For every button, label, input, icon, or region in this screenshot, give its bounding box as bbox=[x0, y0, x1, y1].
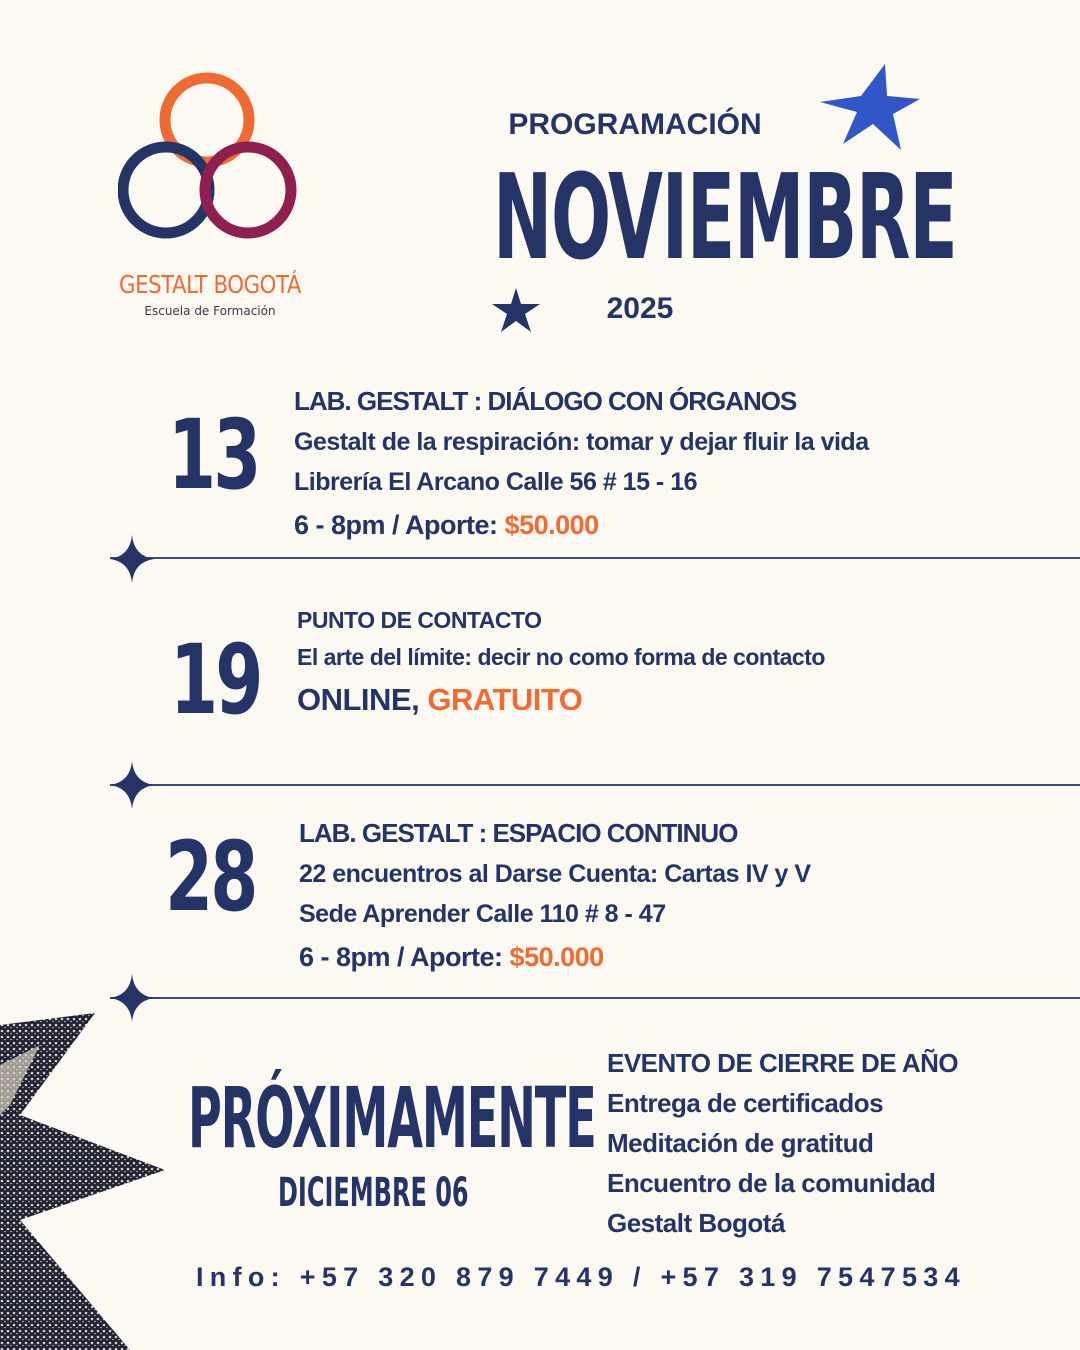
event-schedule bbox=[294, 510, 599, 541]
event-day: 28 bbox=[165, 821, 256, 933]
closing-event-item: Entrega de certificados bbox=[607, 1088, 884, 1118]
event-price: GRATUITO bbox=[427, 682, 583, 717]
event-title: PUNTO DE CONTACTO bbox=[297, 607, 542, 633]
event-schedule-text: 6 - 8pm / Aporte: bbox=[299, 942, 503, 972]
sparkle-icon bbox=[110, 974, 154, 1022]
divider bbox=[110, 557, 1080, 559]
event-price: $50.000 bbox=[509, 942, 604, 972]
month-title: NOVIEMBRE bbox=[493, 148, 957, 286]
event-title: LAB. GESTALT : DIÁLOGO CON ÓRGANOS bbox=[294, 386, 797, 416]
sparkle-icon bbox=[110, 535, 154, 583]
closing-event-item: Encuentro de la comunidad bbox=[607, 1168, 936, 1198]
upcoming-date: DICIEMBRE 06 bbox=[278, 1170, 469, 1216]
event-subtitle: Gestalt de la respiración: tomar y dejar fluir la vida bbox=[294, 428, 869, 456]
closing-event-title: EVENTO DE CIERRE DE AÑO bbox=[607, 1048, 959, 1078]
event-subtitle: 22 encuentros al Darse Cuenta: Cartas IV y V bbox=[299, 860, 811, 888]
logo-rings-icon bbox=[118, 72, 303, 262]
event-day: 13 bbox=[168, 399, 259, 511]
star-icon bbox=[815, 62, 925, 157]
event-location: Sede Aprender Calle 110 # 8 - 47 bbox=[299, 900, 666, 928]
divider bbox=[110, 997, 1080, 999]
contact-info: Info: +57 320 879 7449 / +57 319 7547534 bbox=[196, 1262, 966, 1292]
event-schedule bbox=[299, 942, 604, 973]
event-title: LAB. GESTALT : ESPACIO CONTINUO bbox=[299, 818, 738, 848]
closing-event bbox=[607, 1043, 958, 1243]
upcoming-label: PRÓXIMAMENTE bbox=[188, 1069, 596, 1167]
event-mode-line bbox=[297, 682, 582, 718]
event-price: $50.000 bbox=[504, 510, 599, 540]
closing-event-item: Meditación de gratitud bbox=[607, 1128, 874, 1158]
event-day: 19 bbox=[170, 624, 261, 736]
year-label: 2025 bbox=[606, 292, 674, 325]
event-schedule-text: 6 - 8pm / Aporte: bbox=[294, 510, 498, 540]
star-icon bbox=[490, 288, 542, 332]
closing-event-item: Gestalt Bogotá bbox=[607, 1208, 785, 1238]
sparkle-icon bbox=[110, 761, 154, 809]
brand-name: GESTALT BOGOTÁ bbox=[119, 270, 301, 299]
divider bbox=[110, 784, 1080, 786]
sunburst-decoration bbox=[0, 1005, 170, 1350]
event-subtitle: El arte del límite: decir no como forma de contacto bbox=[297, 644, 825, 670]
event-mode: ONLINE, bbox=[297, 682, 420, 717]
brand-tagline: Escuela de Formación bbox=[144, 304, 276, 318]
event-location: Librería El Arcano Calle 56 # 15 - 16 bbox=[294, 468, 697, 496]
program-label: PROGRAMACIÓN bbox=[508, 108, 762, 141]
